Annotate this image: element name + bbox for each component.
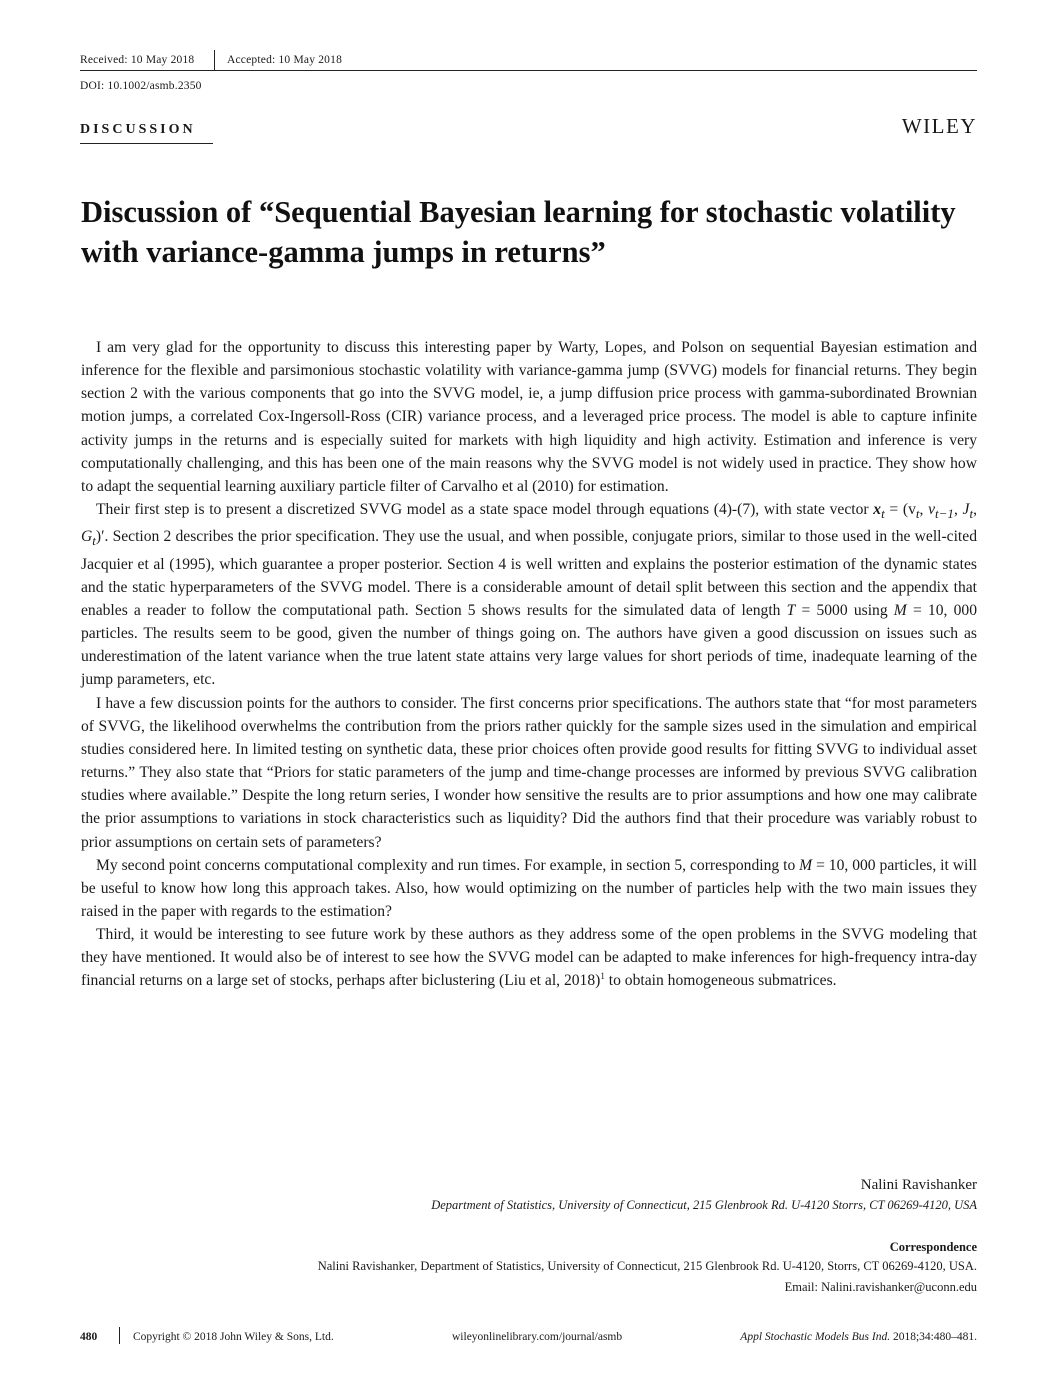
footer-separator: [119, 1327, 120, 1344]
correspondence-address: Nalini Ravishanker, Department of Statistics, University of Connecticut, 215 Glenbrook Rd. U-4120, Storrs, CT 06269-4120, USA.: [317, 1259, 977, 1273]
received-date: Received: 10 May 2018: [80, 54, 195, 66]
author-affiliation: Department of Statistics, University of Connecticut, 215 Glenbrook Rd. U-4120 Storrs, CT 06269-4120, USA: [431, 1198, 977, 1212]
page-number: 480: [80, 1331, 98, 1343]
paragraph-5: Third, it would be interesting to see future work by these authors as they address some of the open problems in the SVVG modeling that they have mentioned. It would also be of interest to see how the SVVG model can be adapted to make inferences for high-frequency intra-day financial returns on a large set of stocks, perhaps after biclustering (Liu et al, 2018)$^1$ to obtain homogeneous submatrices.: [81, 926, 977, 990]
journal-url[interactable]: wileyonlinelibrary.com/journal/asmb: [452, 1331, 623, 1343]
paragraph-3: I have a few discussion points for the authors to consider. The first concerns prior specifications. The authors state that “for most parameters of SVVG, the likelihood overwhelms the contribution from the priors rather quickly for the sample sizes used in the simulation and empirical studies considered here. In limited testing on synthetic data, these prior choices often provide good results for fitting SVVG to individual asset returns.” They also state that “Priors for static parameters of the jump and time-change processes are informed by previous SVVG calibration studies where available.” Despite the long return series, I wonder how sensitive the results are to prior assumptions and how one may calibrate the prior assumptions to variations in stock characteristics such as liquidity? Did the authors find that their procedure was variably robust to prior assumptions on certain sets of parameters?: [81, 694, 977, 851]
doi[interactable]: DOI: 10.1002/asmb.2350: [80, 80, 202, 92]
paragraph-2: Their first step is to present a discretized SVVG model as a state space model through equations (4)-(7), with state vector $x_t = (v_t$, $v_{t-1}$, $J_t$, $G_t)'$. Section 2 describes the prior specification. They use the usual, and when possible, conjugate priors, similar to those used in the well-cited Jacquier et al (1995), which guarantee a proper posterior. Section 4 is well written and explains the posterior estimation of the dynamic states and the static hyperparameters of the SVVG model. There is a considerable amount of detail split between this section and the appendix that enables a reader to follow the computational path. Section 5 shows results for the simulated data of length T = 5000 using M = 10, 000 particles. The results seem to be good, given the number of things going on. The authors have given a good discussion on issues such as underestimation of the latent variance when the true latent state attains very large values for short periods of time, inadequate learning of the jump parameters, etc.: [81, 501, 977, 689]
paragraph-1: I am very glad for the opportunity to discuss this interesting paper by Warty, Lopes, and Polson on sequential Bayesian estimation and inference for the flexible and parsimonious stochastic volatility with variance-gamma jump (SVVG) models for financial returns. They begin section 2 with the various components that go into the SVVG model, ie, a jump diffusion price process with gamma-subordinated Brownian motion jumps, a correlated Cox-Ingersoll-Ross (CIR) variance process, and a leveraged price process. The model is able to capture infinite activity jumps in the returns and is especially suited for markets with high liquidity and high activity. Estimation and inference is very computationally challenging, and this has been one of the main reasons why the SVVG model is not widely used in practice. They show how to adapt the sequential learning auxiliary particle filter of Carvalho et al (2010) for estimation.: [81, 339, 977, 495]
header-rule: [80, 70, 977, 71]
section-label: DISCUSSION: [80, 122, 196, 137]
author-email[interactable]: Email: Nalini.ravishanker@uconn.edu: [784, 1280, 977, 1294]
journal-citation: Appl Stochastic Models Bus Ind. 2018;34:480–481.: [740, 1331, 977, 1343]
copyright: Copyright © 2018 John Wiley & Sons, Ltd.: [133, 1331, 334, 1343]
correspondence-heading: Correspondence: [889, 1240, 977, 1254]
publisher-logo: WILEY: [901, 114, 977, 138]
author-name: Nalini Ravishanker: [860, 1177, 977, 1193]
accepted-date: Accepted: 10 May 2018: [227, 54, 343, 66]
footnote-ref[interactable]: 1: [600, 971, 605, 982]
header-separator: [214, 50, 215, 70]
paragraph-4: My second point concerns computational complexity and run times. For example, in section 5, corresponding to M = 10, 000 particles, it will be useful to know how long this approach takes. Also, how would optimizing on the number of particles help with the two main issues they raised in the paper with regards to the estimation?: [81, 856, 978, 920]
article-title: Discussion of “Sequential Bayesian learning for stochastic volatility with variance-gamma jumps in returns”: [81, 195, 956, 269]
section-underline: [80, 143, 213, 144]
article-body: [81, 336, 977, 993]
